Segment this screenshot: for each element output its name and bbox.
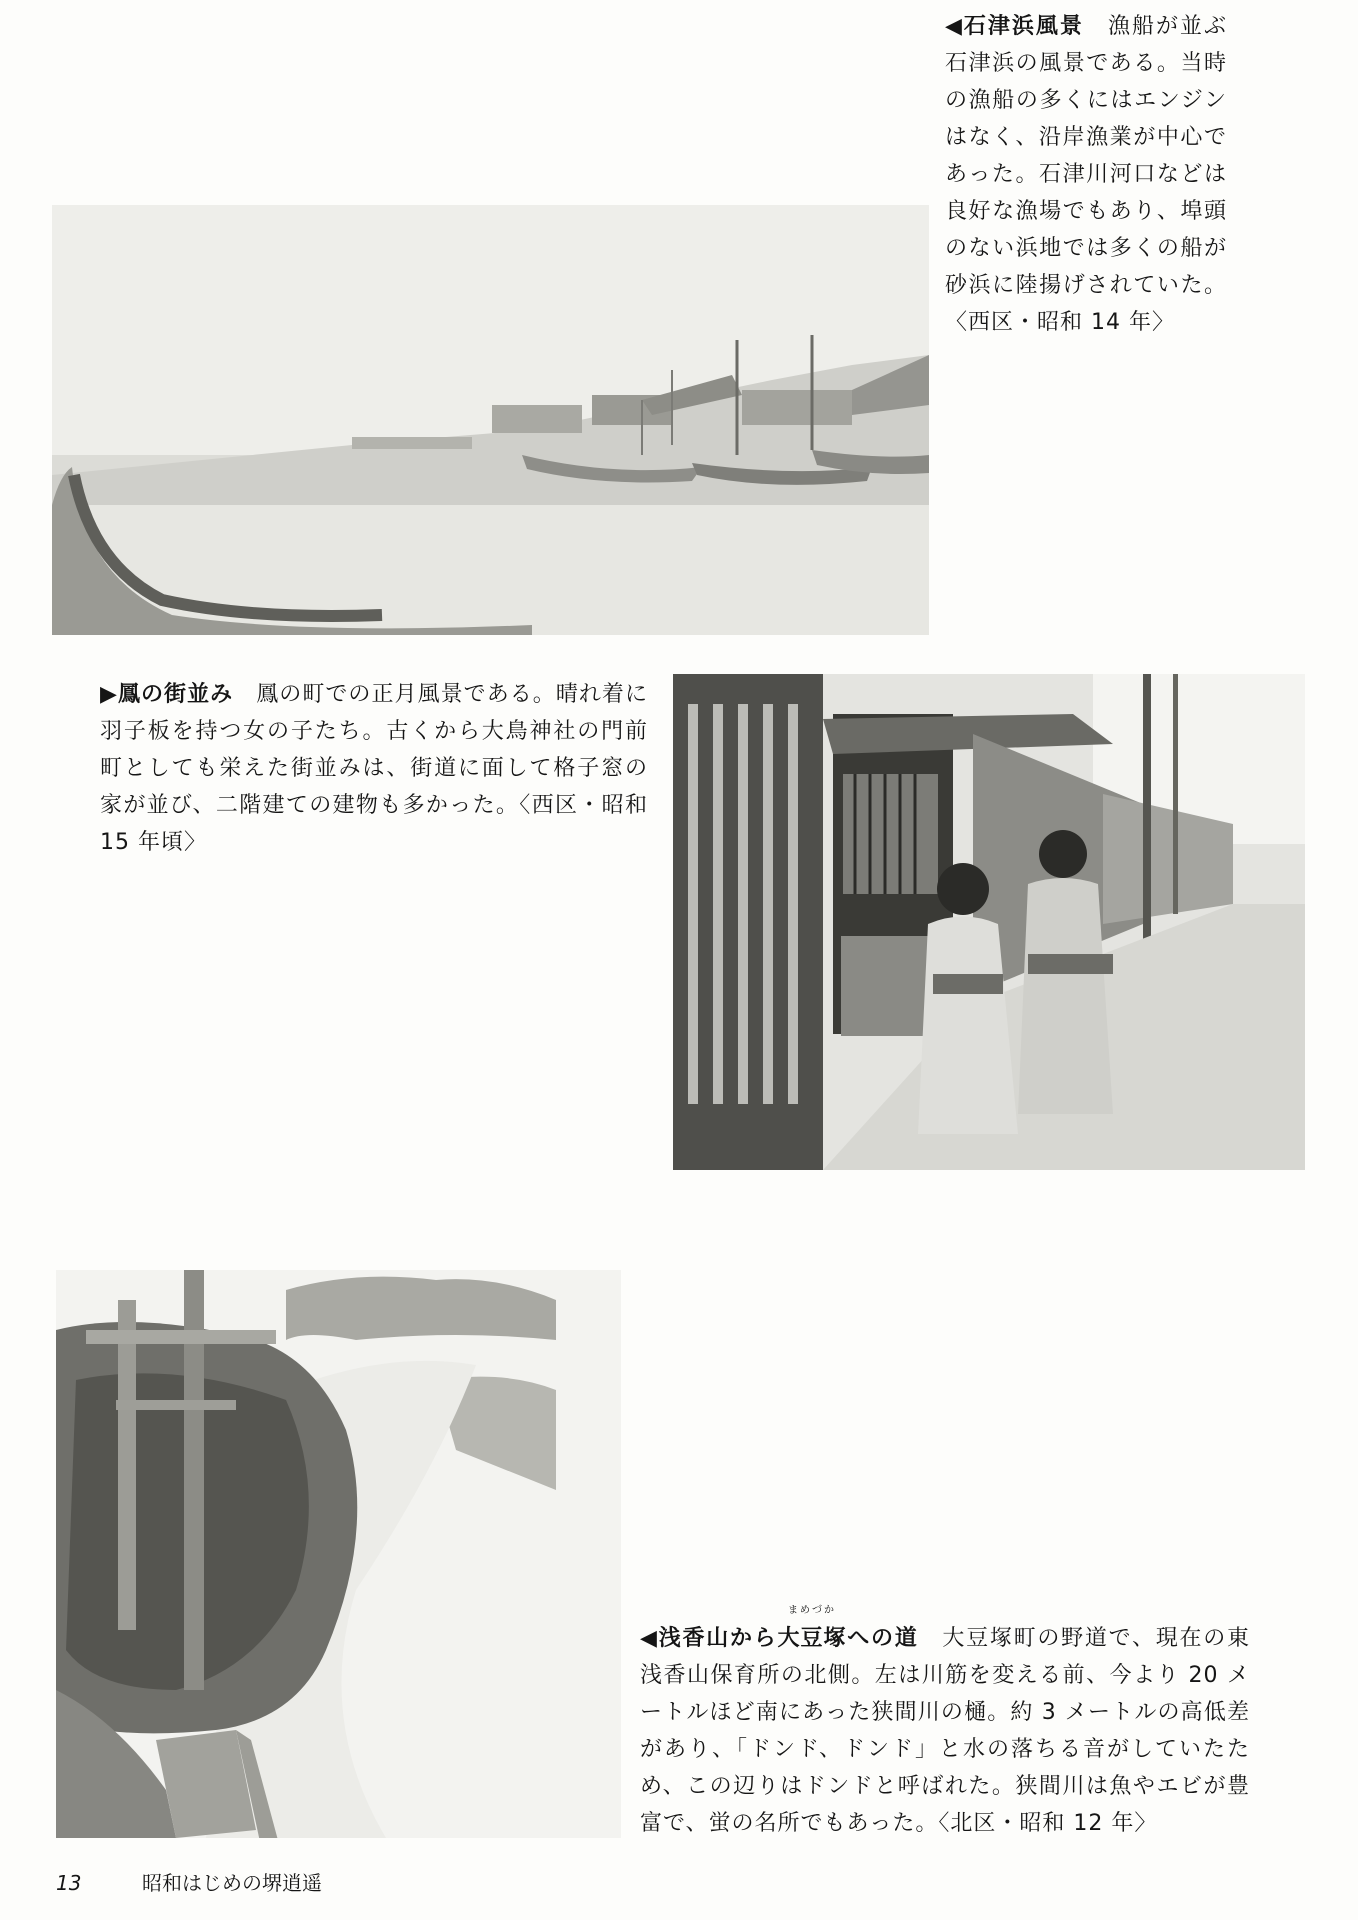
caption-asakayama-furigana: まめづか bbox=[787, 1605, 836, 1616]
page-number: 13 bbox=[56, 1871, 82, 1895]
running-title: 昭和はじめの堺逍遥 bbox=[142, 1871, 322, 1895]
caption-ishizuhama-source: 〈西区・昭和 14 年〉 bbox=[945, 310, 1175, 335]
photo-otori-street bbox=[673, 674, 1305, 1170]
caption-otori-body: 鳳の町での正月風景である。晴れ着に羽子板を持つ女の子たち。古くから大鳥神社の門前町としても栄えた街並みは、街道に面して格子窓の家が並び、二階建ての建物も多かった。 bbox=[100, 682, 648, 818]
caption-asakayama-ruby: 大豆塚 まめづか bbox=[777, 1605, 847, 1651]
caption-otori-title: ▶鳳の街並み bbox=[100, 682, 234, 707]
photo-ishizuhama-beach bbox=[52, 205, 929, 635]
caption-asakayama bbox=[640, 1605, 1250, 1842]
photo-asakayama-path bbox=[56, 1270, 621, 1838]
caption-ishizuhama-body: 漁船が並ぶ石津浜の風景である。当時の漁船の多くにはエンジンはなく、沿岸漁業が中心であった。石津川河口などは良好な漁場でもあり、埠頭のない浜地では多くの船が砂浜に陸揚げされていた。 bbox=[945, 14, 1227, 298]
caption-otori bbox=[100, 676, 648, 861]
caption-ishizuhama-title: ◀石津浜風景 bbox=[945, 14, 1084, 39]
caption-asakayama-source: 〈北区・昭和 12 年〉 bbox=[938, 1811, 1158, 1836]
caption-asakayama-title: ◀浅香山から大豆塚 まめづか への道 bbox=[640, 1626, 919, 1651]
caption-otori-source: 〈西区・昭和 15 年頃〉 bbox=[100, 793, 648, 855]
caption-asakayama-body: 大豆塚町の野道で、現在の東浅香山保育所の北側。左は川筋を変える前、今より 20 メートルほど南にあった狭間川の樋。約 3 メートルの高低差があり、「ドンド、ドンド」と水の落ちる音がしていたため、この辺りはドンドと呼ばれた。狭間川は魚やエビが豊富で、蛍の名所でもあった。 bbox=[640, 1626, 1250, 1836]
caption-ishizuhama bbox=[945, 8, 1227, 341]
